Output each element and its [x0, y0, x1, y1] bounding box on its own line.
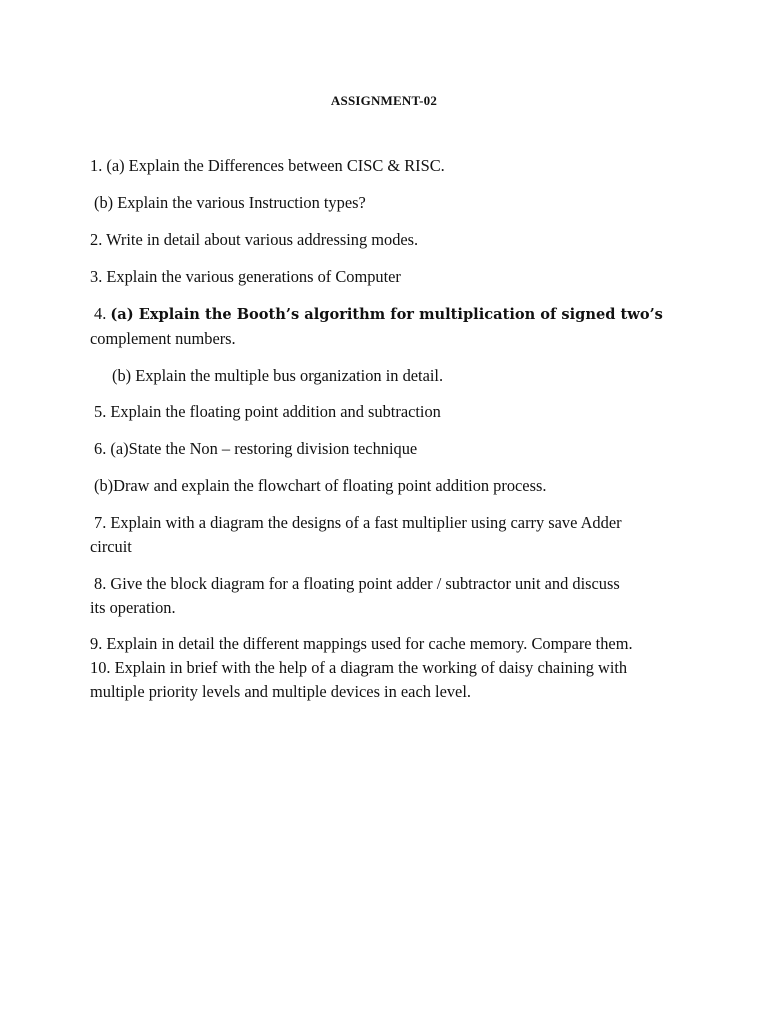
question-10-continuation: multiple priority levels and multiple devices in each level. [90, 682, 471, 701]
question-6a: 6. (a)State the Non – restoring division technique [94, 439, 418, 458]
question-7-continuation: circuit [90, 537, 132, 556]
question-10: 10. Explain in brief with the help of a diagram the working of daisy chaining with [90, 658, 628, 677]
question-4a-number: 4. [94, 304, 111, 323]
question-4b: (b) Explain the multiple bus organization in detail. [112, 366, 444, 385]
question-4a-bold-text: (a) Explain the Booth’s algorithm for multiplication of signed two’s [110, 306, 663, 323]
question-8: 8. Give the block diagram for a floating point adder / subtractor unit and discuss [94, 574, 620, 593]
question-6b: (b)Draw and explain the flowchart of floating point addition process. [94, 476, 547, 495]
question-4a-continuation: complement numbers. [90, 329, 236, 348]
question-4a [94, 302, 663, 327]
question-3: 3. Explain the various generations of Computer [90, 267, 401, 286]
question-7: 7. Explain with a diagram the designs of a fast multiplier using carry save Adder [94, 513, 622, 532]
assignment-title: ASSIGNMENT-02 [330, 93, 438, 108]
question-1a: 1. (a) Explain the Differences between CISC & RISC. [90, 156, 445, 175]
question-9: 9. Explain in detail the different mappings used for cache memory. Compare them. [90, 634, 633, 653]
question-1b: (b) Explain the various Instruction types? [94, 193, 366, 212]
question-2: 2. Write in detail about various addressing modes. [90, 230, 419, 249]
question-5: 5. Explain the floating point addition and subtraction [94, 402, 441, 421]
question-8-continuation: its operation. [90, 598, 176, 617]
